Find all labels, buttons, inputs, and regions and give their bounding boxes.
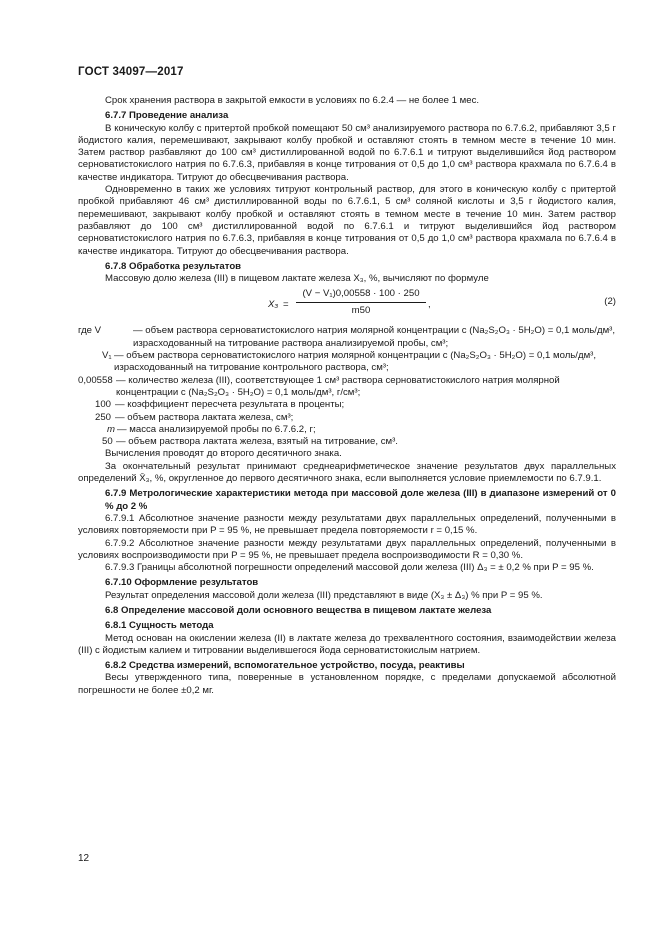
heading-6-8: 6.8 Определение массовой доли основного вещества в пищевом лактате железа [105, 604, 492, 616]
formula-equals: = [283, 299, 289, 311]
definition-key: 100 [95, 399, 112, 411]
paragraph-6-8-2: Весы утвержденного типа, поверенные в установленном порядке, с пределами допускаемой абсолютной погрешности не более ±0,2 мг. [78, 672, 616, 696]
formula-number: (2) [604, 296, 616, 308]
definition-text: — объем раствора серноватистокислого натрия молярной концентрации c (Na₂S₂O₃ · 5H₂O) = 0,1 моль/дм³, израсходованный на титрование раствора анализируемой пробы, см³; [133, 325, 616, 349]
paragraph-6-7-9-2: 6.7.9.2 Абсолютное значение разности между результатами двух параллельных определений, полученными в условиях воспроизводимости при P = 95 %, не превышает предела воспроизводимости R = 0,30 %. [78, 537, 616, 561]
definition-key: 0,00558 [78, 374, 113, 386]
final-result-paragraph: За окончательный результат принимают среднеарифметическое значение результатов двух параллельных определений X̄₃, %, округленное до первого десятичного знака, если выполняется условие приемлемости по 6.7.9.1. [78, 460, 616, 485]
definition-text: — объем раствора лактата железа, взятый на титрование, см³. [116, 436, 398, 448]
formula-denominator: m50 [351, 305, 371, 317]
paragraph-6-7-9-3: 6.7.9.3 Границы абсолютной погрешности определений массовой доли железа (III) Δ₃ = ± 0,2 % при P = 95 %. [105, 562, 594, 574]
definition-text: — коэффициент пересчета результата в проценты; [115, 399, 345, 411]
heading-6-7-9: 6.7.9 Метрологические характеристики метода при массовой доле железа (III) в диапазоне измерений от 0 % до 2 % [105, 488, 616, 512]
definition-key: V₁ [102, 350, 112, 362]
formula-comma: , [428, 299, 431, 311]
formula-lhs: X₃ [268, 299, 279, 311]
definition-text: — объем раствора серноватистокислого натрия молярной концентрации c (Na₂S₂O₃ · 5H₂O) = 0,1 моль/дм³, израсходованный на титрование контрольного раствора, см³; [114, 350, 597, 374]
formula-numerator: (V − V₁)0,00558 · 100 · 250 [302, 288, 420, 300]
definition-item [107, 424, 616, 436]
heading-6-8-2: 6.8.2 Средства измерений, вспомогательное устройство, посуда, реактивы [105, 660, 465, 672]
definition-item [95, 399, 616, 411]
definition-text: — масса анализируемой пробы по 6.7.6.2, г; [117, 423, 316, 435]
analysis-paragraph-2: Одновременно в таких же условиях титруют контрольный раствор, для этого в коническую колбу с притертой пробкой прибавляют 46 см³ дистиллированной воды по 6.7.6.1, 5 см³ соляной кислоты и 3,5 г йодистого калия, перемешивают, закрывают колбу пробкой и оставляют стоять в темном месте в течение 10 мин. Затем раствор разбавляют до 100 см³ дистиллированной водой по 6.7.6.1 и титруют выделившийся йод раствором серноватистокислого натрия по 6.7.6.3, прибавляя в конце титрования от 0,5 до 1,0 см³ раствора крахмала по 6.7.6.4 в качестве индикатора. Титруют до обесцвечивания раствора. [78, 184, 616, 257]
definition-key: 250 [95, 411, 112, 423]
definition-text: — количество железа (III), соответствующее 1 см³ раствора серноватистокислого натрия молярной концентрации c (Na₂S₂O₃ · 5H₂O) = 0,1 моль/дм³, г/см³; [116, 374, 560, 398]
paragraph-6-8-1: Метод основан на окислении железа (II) в лактате железа до трехвалентного состояния, взаимодействии железа (III) с йодистым калием и титровании выделившегося йода серноватистокислым натрием. [78, 632, 616, 656]
definition-item [78, 375, 616, 400]
page-number: 12 [78, 853, 90, 864]
heading-6-7-7: 6.7.7 Проведение анализа [105, 110, 229, 122]
fraction-bar [296, 302, 426, 303]
definition-item [78, 325, 616, 350]
formula-intro: Массовую долю железа (III) в пищевом лактате железа X₃, %, вычисляют по формуле [105, 273, 489, 285]
formula-2 [78, 287, 616, 325]
analysis-paragraph-1: В коническую колбу с притертой пробкой помещают 50 см³ анализируемого раствора по 6.7.6.2, прибавляют 3,5 г йодистого калия, перемешивают, закрывают колбу пробкой и оставляют стоять в темном месте в течение 10 мин. Затем раствор разбавляют до 100 см³ дистиллированной водой по 6.7.6.1 и титруют выделившийся йод раствором серноватистокислого натрия по 6.7.6.3, прибавляя в конце титрования от 0,5 до 1,0 см³ раствора крахмала по 6.7.6.4 в качестве индикатора. Титруют до обесцвечивания раствора. [78, 122, 616, 183]
document-header: ГОСТ 34097—2017 [78, 66, 184, 78]
paragraph-6-7-9-1: 6.7.9.1 Абсолютное значение разности между результатами двух параллельных определений, полученными в условиях повторяемости при P = 95 %, не превышает предела повторяемости r = 0,15 %. [78, 512, 616, 537]
calc-precision: Вычисления проводят до второго десятичного знака. [105, 448, 342, 460]
variable-definitions [78, 325, 616, 448]
heading-6-7-10: 6.7.10 Оформление результатов [105, 577, 259, 589]
definition-key: где V [78, 325, 102, 337]
definition-text: — объем раствора лактата железа, см³; [115, 411, 294, 423]
paragraph-6-7-10: Результат определения массовой доли железа (III) представляют в виде (X₃ ± Δ₃) % при P = 95 %. [105, 589, 543, 601]
definition-item [95, 412, 616, 424]
definition-key: m [107, 423, 115, 435]
definition-item [102, 350, 616, 375]
page-content [78, 95, 616, 697]
definition-key: 50 [102, 436, 113, 448]
heading-6-8-1: 6.8.1 Сущность метода [105, 620, 214, 632]
heading-6-7-8: 6.7.8 Обработка результатов [105, 260, 242, 272]
storage-paragraph: Срок хранения раствора в закрытой емкости в условиях по 6.2.4 — не более 1 мес. [105, 95, 480, 106]
definition-item [102, 436, 616, 448]
